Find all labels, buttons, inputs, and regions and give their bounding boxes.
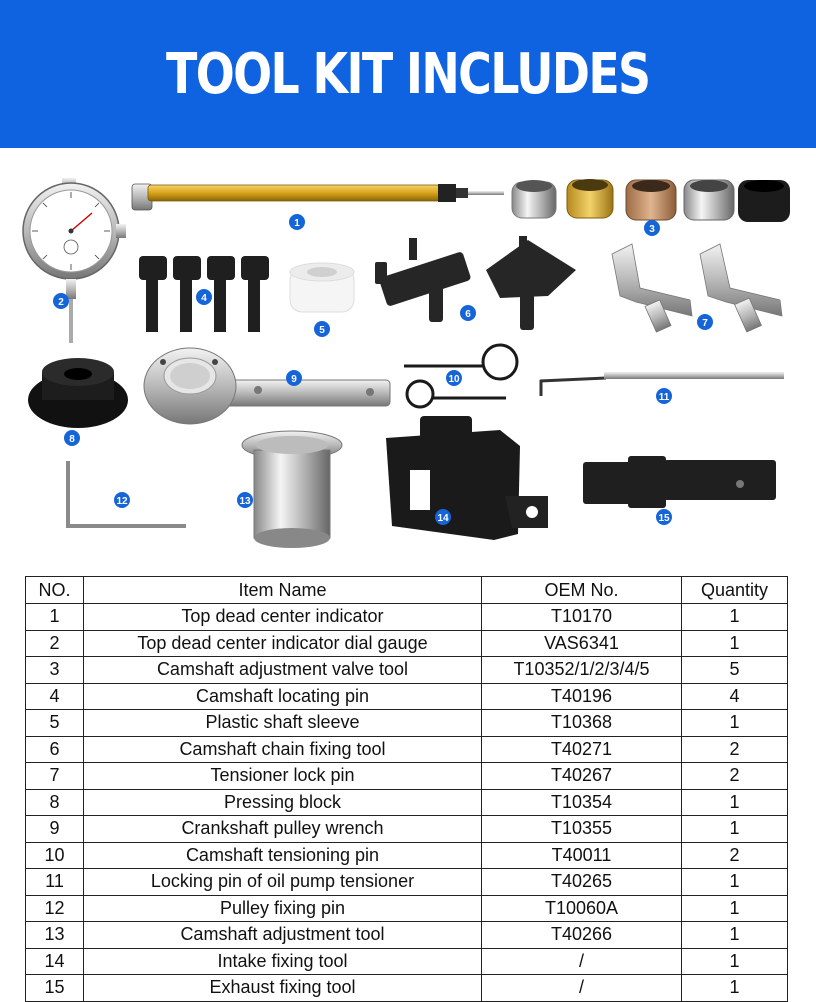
cell-item-name: Plastic shaft sleeve [84, 710, 482, 737]
callout-badge-1 [289, 214, 305, 230]
header-banner [0, 0, 816, 148]
cell-oem-no: T40196 [482, 683, 682, 710]
cell-oem-no: T40267 [482, 763, 682, 790]
cell-no: 14 [26, 948, 84, 975]
cell-quantity: 1 [682, 895, 788, 922]
callout-badge-6 [460, 305, 476, 321]
cell-quantity: 1 [682, 789, 788, 816]
cell-oem-no: T40265 [482, 869, 682, 896]
cell-item-name: Crankshaft pulley wrench [84, 816, 482, 843]
cell-quantity: 2 [682, 763, 788, 790]
cell-no: 8 [26, 789, 84, 816]
header-quantity: Quantity [682, 577, 788, 604]
cell-oem-no: T10354 [482, 789, 682, 816]
cell-oem-no: VAS6341 [482, 630, 682, 657]
table-row [26, 922, 788, 949]
cell-oem-no: T10355 [482, 816, 682, 843]
product-illustration [0, 148, 816, 574]
cell-no: 9 [26, 816, 84, 843]
cell-quantity: 4 [682, 683, 788, 710]
cell-oem-no: T40266 [482, 922, 682, 949]
table-row [26, 789, 788, 816]
cell-no: 4 [26, 683, 84, 710]
svg-text:11: 11 [658, 392, 670, 403]
cell-item-name: Pulley fixing pin [84, 895, 482, 922]
svg-text:12: 12 [116, 496, 128, 507]
cell-quantity: 1 [682, 604, 788, 631]
cell-oem-no: T40011 [482, 842, 682, 869]
table-row [26, 816, 788, 843]
svg-text:14: 14 [437, 513, 449, 524]
header-no: NO. [26, 577, 84, 604]
callout-badge-13 [237, 492, 253, 508]
pulley-wrench [144, 348, 390, 424]
callout-badge-4 [196, 289, 212, 305]
callout-badge-10 [446, 370, 462, 386]
cell-no: 13 [26, 922, 84, 949]
callout-badge-2 [53, 293, 69, 309]
tensioner-lock-pins [612, 244, 782, 332]
table-row [26, 975, 788, 1002]
cell-no: 2 [26, 630, 84, 657]
svg-text:15: 15 [658, 513, 670, 524]
cell-oem-no: T10060A [482, 895, 682, 922]
adjustment-tool-cylinder [242, 431, 342, 548]
cell-no: 3 [26, 657, 84, 684]
cell-no: 11 [26, 869, 84, 896]
cell-item-name: Camshaft adjustment tool [84, 922, 482, 949]
svg-text:10: 10 [448, 374, 460, 385]
kit-table [25, 576, 788, 1002]
callout-badge-15 [656, 509, 672, 525]
cell-no: 1 [26, 604, 84, 631]
cell-quantity: 1 [682, 948, 788, 975]
header-oem-no: OEM No. [482, 577, 682, 604]
cell-quantity: 1 [682, 975, 788, 1002]
cell-no: 15 [26, 975, 84, 1002]
pressing-block [28, 358, 128, 428]
table-row [26, 842, 788, 869]
valve-tool-sockets [512, 179, 790, 222]
cell-quantity: 1 [682, 710, 788, 737]
callout-badge-11 [656, 388, 672, 404]
table-row [26, 869, 788, 896]
table-row [26, 683, 788, 710]
callout-badge-9 [286, 370, 302, 386]
table-row [26, 657, 788, 684]
cell-quantity: 1 [682, 922, 788, 949]
cell-no: 12 [26, 895, 84, 922]
cell-oem-no: T10170 [482, 604, 682, 631]
cell-item-name: Tensioner lock pin [84, 763, 482, 790]
cell-no: 7 [26, 763, 84, 790]
cell-quantity: 2 [682, 842, 788, 869]
table-row [26, 736, 788, 763]
svg-text:9: 9 [291, 374, 297, 385]
cell-quantity: 5 [682, 657, 788, 684]
callout-badge-8 [64, 430, 80, 446]
cell-item-name: Top dead center indicator [84, 604, 482, 631]
cell-no: 6 [26, 736, 84, 763]
chain-fixing-tools [375, 236, 576, 330]
cell-oem-no: / [482, 948, 682, 975]
table-body [26, 604, 788, 1002]
cell-item-name: Exhaust fixing tool [84, 975, 482, 1002]
cell-oem-no: T10368 [482, 710, 682, 737]
svg-text:8: 8 [69, 434, 75, 445]
svg-text:4: 4 [201, 293, 207, 304]
cell-quantity: 1 [682, 630, 788, 657]
callout-badge-5 [314, 321, 330, 337]
page-title: TOOL KIT INCLUDES [166, 41, 650, 107]
callout-badge-14 [435, 509, 451, 525]
svg-text:1: 1 [294, 218, 300, 229]
cell-item-name: Pressing block [84, 789, 482, 816]
cell-item-name: Intake fixing tool [84, 948, 482, 975]
cell-item-name: Locking pin of oil pump tensioner [84, 869, 482, 896]
cell-item-name: Camshaft tensioning pin [84, 842, 482, 869]
table-row [26, 895, 788, 922]
table-row [26, 630, 788, 657]
callout-badge-3 [644, 220, 660, 236]
callout-badge-12 [114, 492, 130, 508]
dial-gauge [23, 178, 126, 343]
svg-text:5: 5 [319, 325, 325, 336]
cell-oem-no: T10352/1/2/3/4/5 [482, 657, 682, 684]
cell-item-name: Camshaft locating pin [84, 683, 482, 710]
table-row [26, 763, 788, 790]
header-item-name: Item Name [84, 577, 482, 604]
table-header-row [26, 577, 788, 604]
table-row [26, 604, 788, 631]
hex-key [68, 461, 186, 526]
svg-text:13: 13 [239, 496, 251, 507]
cell-no: 5 [26, 710, 84, 737]
plastic-sleeve [290, 263, 354, 312]
cell-oem-no: / [482, 975, 682, 1002]
cell-oem-no: T40271 [482, 736, 682, 763]
table-row [26, 948, 788, 975]
cell-item-name: Camshaft adjustment valve tool [84, 657, 482, 684]
svg-text:7: 7 [702, 318, 708, 329]
callout-badge-7 [697, 314, 713, 330]
table-row [26, 710, 788, 737]
svg-text:3: 3 [649, 224, 655, 235]
cell-item-name: Top dead center indicator dial gauge [84, 630, 482, 657]
svg-text:6: 6 [465, 309, 471, 320]
cell-quantity: 1 [682, 869, 788, 896]
intake-fixing-tool [386, 416, 548, 540]
cell-item-name: Camshaft chain fixing tool [84, 736, 482, 763]
cell-no: 10 [26, 842, 84, 869]
svg-text:2: 2 [58, 297, 64, 308]
exhaust-fixing-tool [583, 456, 776, 508]
tdc-indicator-rod [132, 184, 504, 210]
cell-quantity: 2 [682, 736, 788, 763]
cell-quantity: 1 [682, 816, 788, 843]
